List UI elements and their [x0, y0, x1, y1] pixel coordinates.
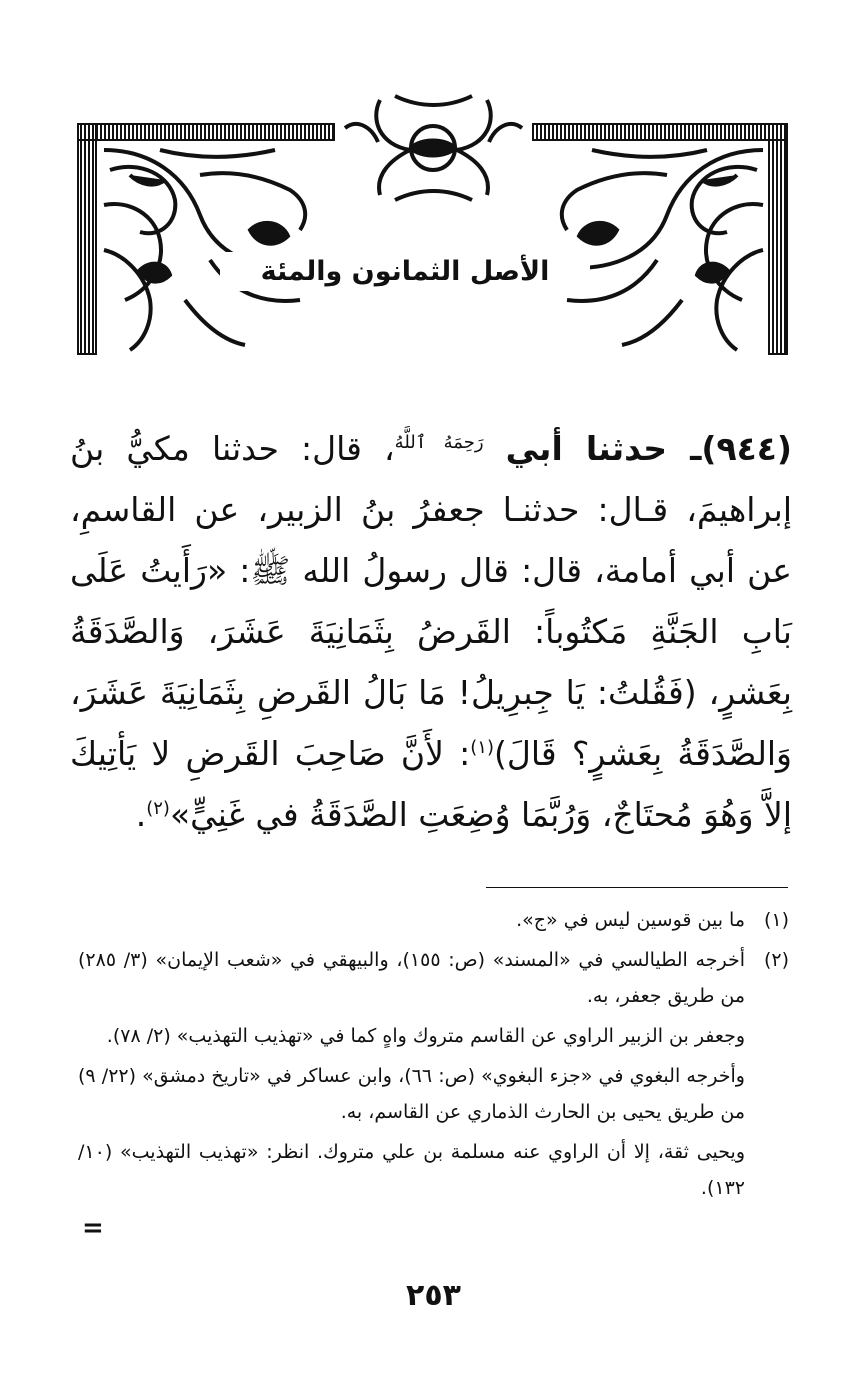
footnote-number: (٢) [763, 949, 789, 971]
chapter-title: الأصل الثمانون والمئة [220, 252, 590, 291]
salutation-glyph: ﷺ [250, 551, 291, 590]
hadith-text-end: . [135, 795, 147, 834]
footnote-number: (١) [763, 909, 789, 931]
footnote-paragraph: وجعفر بن الزبير الراوي عن القاسم متروك واهٍ كما في «تهذيب التهذيب» (٢/ ٧٨). [106, 1025, 745, 1047]
footnote-body [78, 902, 745, 938]
blessing-glyph: رَحِمَهُ ٱللَّهُ [394, 432, 484, 453]
hadith-text-part-2: : «رَأَيتُ عَلَى بَابِ الجَنَّةِ مَكتُوباً: القَرضُ بِثَمَانِيَةَ عَشَرَ، وَالصَّدَقَةُ بِعَشرٍ، (فَقُلتُ: يَا جِبرِيلُ! مَا بَالُ القَرضِ بِثَمَانِيَةَ عَشَرَ، وَالصَّدَقَةُ بِعَشرٍ؟ قَالَ) [70, 551, 792, 773]
footnote-paragraph: وأخرجه البغوي في «جزء البغوي» (ص: ٦٦)، وابن عساكر في «تاريخ دمشق» (٢٢/ ٩) من طريق يحيى بن الحارث الذماري عن القاسم، به. [78, 1065, 745, 1123]
footnote-paragraph: ما بين قوسين ليس في «ج». [516, 909, 745, 931]
footnote-divider [486, 887, 788, 888]
hadith-text-part-1: ، قال: حدثنا مكيُّ بنُ إبراهيمَ، قـال: حدثنـا جعفرُ بنُ الزبير، عن القاسمِ، عن أبي أمامة، قال: قال رسولُ الله [70, 429, 792, 590]
footnotes [78, 902, 789, 1206]
footnote-paragraph: أخرجه الطيالسي في «المسند» (ص: ١٥٥)، والبيهقي في «شعب الإيمان» (٣/ ٢٨٥) من طريق جعفر، به. [78, 949, 745, 1007]
page-number: ٢٥٣ [406, 1278, 461, 1313]
chapter-ornament [0, 0, 867, 370]
footnote-body [78, 942, 745, 1206]
footnote-ref-2[interactable]: (٢) [146, 798, 170, 819]
hadith-text [70, 418, 792, 845]
hadith-text-part-3: : لأَنَّ صَاحِبَ القَرضِ لا يَأتِيكَ إلاَّ وَهُوَ مُحتَاجٌ، وَرُبَّمَا وُضِعَتِ الصَّدَقَةُ في غَنِيٍّ» [70, 734, 792, 834]
narration-opening: ـ حدثنا أبي [505, 429, 702, 468]
footnote-1 [78, 902, 789, 938]
hadith-number: (٩٤٤) [701, 429, 792, 468]
footnote-ref-1[interactable]: (١) [470, 737, 494, 758]
continuation-mark: = [82, 1213, 104, 1243]
footnote-paragraph: ويحيى ثقة، إلا أن الراوي عنه مسلمة بن علي متروك. انظر: «تهذيب التهذيب» (١٠/ ١٣٢). [78, 1141, 745, 1199]
footnote-2 [78, 942, 789, 1206]
